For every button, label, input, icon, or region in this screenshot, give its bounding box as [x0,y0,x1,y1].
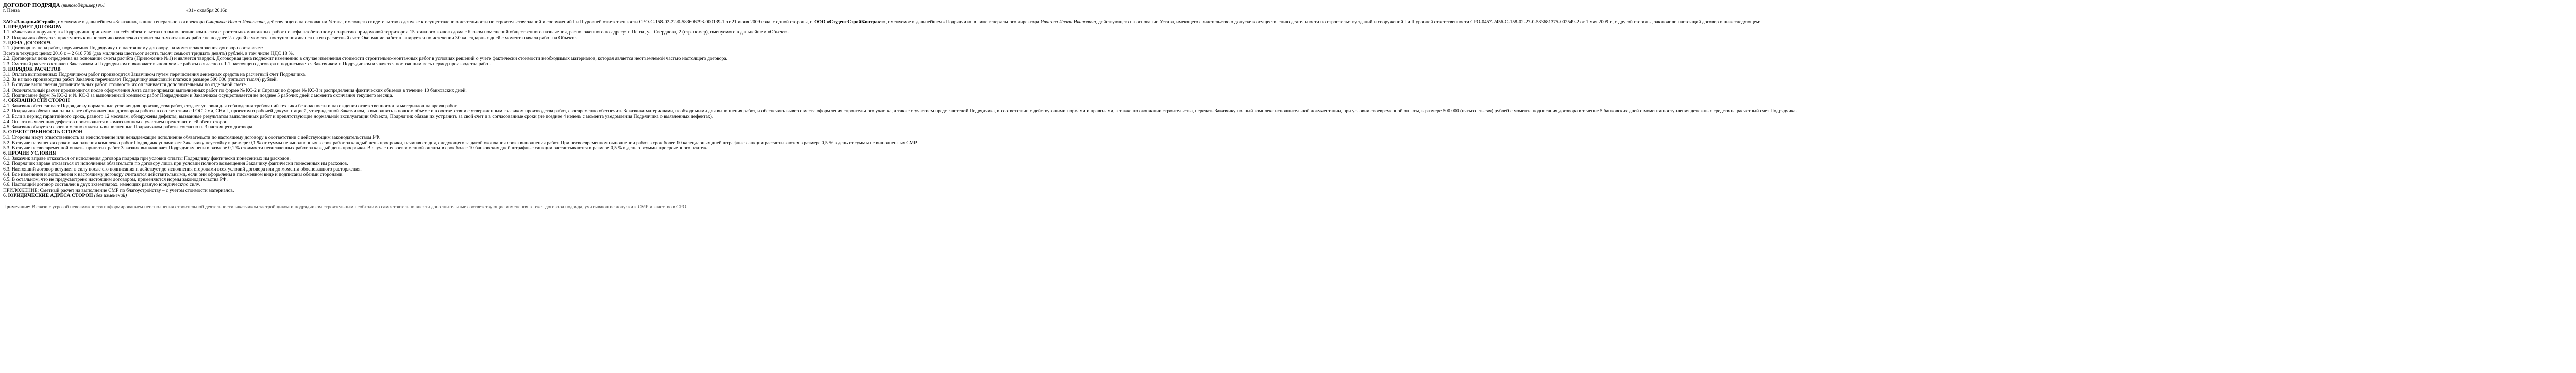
clause: 3.1. Оплата выполненных Подрядчиком работ производится Заказчиком путем перечисления денежных средств на расчетный счет Подрядчика. [3,72,307,78]
heading-suffix: (без изменений) [94,192,127,198]
place-date-row [3,8,2576,14]
clause: 3.3. В случае выполнения дополнительных работ, стоимость их оплачивается дополнительным по отдельной смете. [3,82,247,88]
document-title [3,2,2576,8]
clause: 5.2. В случае нарушения сроков выполнения комплекса работ Подрядчик уплачивает Заказчику неустойку в размере 0,1 % от суммы невыполненных в срок работ за каждый день просрочки, начиная со дня, следующего за датой окончания срока выполнения работ. При несвоевременном выполнении работ в срок более 10 календарных дней штрафные санкции рассчитываются в размере 0,5 % в день от суммы не выполненных СМР. [3,140,918,146]
section-heading: 6. ПРОЧИЕ УСЛОВИЯ [3,150,56,157]
appendix-line: ПРИЛОЖЕНИЕ: Сметный расчет на выполнение СМР по благоустройству – с учетом стоимости материалов. [3,187,234,193]
title-suffix: (типовой/пример) №1 [61,3,105,8]
customer-director: Смирнова Ивана Ивановича [206,19,265,25]
preamble-paragraph [3,20,2576,25]
section-heading: 6. ЮРИДИЧЕСКИЕ АДРЕСА СТОРОН [3,192,93,198]
clause: 4.1. Заказчик обеспечивает Подрядчику нормальные условия для производства работ, создает условия для соблюдения требований техники безопасности и нахождения ответственного для материалов на время работ. [3,103,458,109]
section-4 [3,98,2576,130]
preamble-text-2: , действующего на основании Устава, имеющего свидетельство о допуске к осуществлению деятельности по строительству зданий и сооружений I и II уровней ответственности СРО-С-158-02-22-0-583606793-000139-1 от 21 июня 2009 года, с одной стороны, и [264,19,815,25]
clause: 6.5. В остальном, что не предусмотрено настоящим договором, применяются нормы законодательства РФ. [3,177,228,183]
clause: 1.1. «Заказчик» поручает, а «Подрядчик» принимает на себя обязательства по выполнению комплекса строительно-монтажных работ по асфальтобетонному покрытию придомовой территории 15 этажного жилого дома с блоком помещений общественного назначения, расположенного по адресу: г. Пенза, ул. Свердлова, 2 (стр. номер), именуемого в дальнейшем «Объект». [3,29,789,36]
clause: 6.2. Подрядчик вправе отказаться от исполнения обязательств по договору лишь при условии полного возмещения Заказчику фактически понесенных им расходов. [3,161,348,167]
preamble-text-4: , действующего на основании Устава, имеющего свидетельство о допуске к осуществлению деятельности по строительству зданий и сооружений I и II уровней ответственности СРО-0457-2456-С-158-02-27-0-583681375-002549-2 от 1 мая 2009 г., с другой стороны, заключили настоящий договор о нижеследующем: [1096,19,1761,25]
preamble-text-3: , именуемое в дальнейшем «Подрядчик», в лице генерального директора [885,19,1041,25]
clause: 3.2. За начало производства работ Заказчик перечисляет Подрядчику авансовый платеж в размере 500 000 (пятьсот тысяч) рублей. [3,77,278,83]
section-heading: 3. ПОРЯДОК РАСЧЕТОВ [3,66,61,72]
clause: 5.3. В случае несвоевременной оплаты принятых работ Заказчик выплачивает Подрядчику пени в размере 0,1 % стоимости неоплаченных работ за каждый день просрочки. В случае несвоевременной оплаты в срок более 10 банковских дней штрафные санкции рассчитываются в размере 0,5 % в день от суммы просроченного платежа. [3,145,710,151]
customer-company: ЗАО «ЗападныйСтрой» [3,19,56,25]
section-6 [3,151,2576,193]
legal-addresses-heading [3,193,2576,198]
section-heading: 2. ЦЕНА ДОГОВОРА [3,40,52,46]
clause: 1.2. Подрядчик обязуется приступить к выполнению комплекса строительно-монтажных работ не позднее 2-х дней с момента поступления аванса на его расчетный счет. Окончание работ планируется по истечении 30 календарных дней с момента начала работ на Объекте. [3,35,578,41]
clause: 6.6. Настоящий договор составлен в двух экземплярах, имеющих равную юридическую силу. [3,182,200,188]
contract-date: «01» октября 2016г. [186,8,228,13]
section-heading: 5. ОТВЕТСТВЕННОСТЬ СТОРОН [3,129,83,135]
clause: 6.4. Все изменения и дополнения к настоящему договору считаются действительными, если они оформлены в письменном виде и подписаны обеими сторонами. [3,171,344,177]
clause: 4.3. Если в период гарантийного срока, равного 12 месяцам, обнаружены дефекты, вызванные результатом выполненных работ и препятствующие нормальной эксплуатации Объекта, Подрядчик обязан их устранить за свой счет и в согласованные сроки (не позднее 4 недель с момента уведомления Подрядчика о выявленных дефектах). [3,113,714,120]
section-2 [3,41,2576,67]
clause: 4.2. Подрядчик обязан выполнить все обусловленные договором работы в соответствии с ГОСТами, СНиП, проектом и рабочей документацией, утвержденной Заказчиком, в выполнить в полном объеме и в соответствии с утвержденным графиком производства работ, своевременно обеспечить Заказчика материалами, необходимыми для выполнения работ, и обеспечить вывоз с места оформления строительного участка, а также с участием представителей Подрядчика, в соответствии с действующими нормами и правилами, а также по окончании строительства, передать Заказчику полный комплект исполнительной документации, при условии своевременной оплаты, в размере 500 000 (пятьсот тысяч) рублей с момента подписания договора в течение 5 банковских дней с момента поступления денежных средств на расчетный счет Подрядчика. [3,108,1797,114]
section-1 [3,25,2576,41]
title-text: ДОГОВОР ПОДРЯДА [3,2,60,8]
clause: 6.3. Настоящий договор вступает в силу после его подписания и действует до исполнения сторонами всех условий договора или до момента обоснованного расторжения. [3,166,362,172]
clause: 2.1. Договорная цена работ, поручаемых Подрядчику по настоящему договору, на момент заключения договора составляет: [3,45,263,52]
clause: 3.5. Подписание форм № КС-2 и № КС-3 за выполненный комплекс работ Подрядчиком и Заказчиком осуществляется не позднее 5 рабочих дней с момента окончания текущего месяца. [3,92,394,98]
section-3 [3,67,2576,98]
clause: 3.4. Окончательный расчет производится после оформления Акта сдачи-приемки выполненных работ по форме № КС-2 и Справки по форме № КС-3 и распределения фактических объемов в течение 10 банковских дней. [3,87,467,93]
footnote [3,205,2576,210]
note-label: Примечание: [3,204,31,210]
contract-document [3,2,2576,210]
contractor-director: Иванова Ивана Ивановича [1040,19,1096,25]
clause: 2.2. Договорная цена определена на основании сметы расчёта (Приложение №1) и является твердой. Договорная цена подлежит изменению в случае изменения стоимости строительно-монтажных работ в условиях решений о учете фактически стоимости необходимых материалов, которая является неотъемлемой частью настоящего договора. [3,56,728,62]
clause: 4.5. Заказчик обязуется своевременно оплатить выполненные Подрядчиком работы согласно п. 3 настоящего договора. [3,124,254,130]
section-heading: 4. ОБЯЗАННОСТИ СТОРОН [3,98,70,104]
contractor-company: ООО «СтудентСтройКонтракт» [814,19,886,25]
section-5 [3,130,2576,151]
contract-place: г. Пенза [3,8,20,13]
section-heading: 1. ПРЕДМЕТ ДОГОВОРА [3,24,61,30]
clause: Всего в текущих ценах 2016 г. – 2 610 739 (два миллиона шестьсот десять тысяч семьсот тридцать девять) рублей, в том числе НДС 18 %. [3,50,294,57]
clause: 4.4. Оплата выявленных дефектов производится в комиссионном с участием представителей обеих сторон. [3,118,229,125]
clause: 5.1. Стороны несут ответственность за неисполнение или ненадлежащее исполнение обязательств по настоящему договору в соответствии с действующим законодательством РФ. [3,134,381,141]
clause: 2.3. Сметный расчет составлен Заказчиком и Подрядчиком и включает выполняемые работы согласно п. 1.1 настоящего договора и подписывается Заказчиком и Подрядчиком и является постоянным весь период производства работ. [3,61,492,67]
clause: 6.1. Заказчик вправе отказаться от исполнения договора подряда при условии оплаты Подрядчику фактически понесенных им расходов. [3,156,291,162]
note-text: В связи с угрозой невозможности информированием неисполнения строительной деятельности заказчиком застройщиком и подрядчиком строительным необходимо самостоятельно внести дополнительные соответствующие изменения в текст договора подряда, учитывающие допуски к СМР и качество в СРО. [30,204,688,210]
preamble-text-1: , именуемое в дальнейшем «Заказчик», в лице генерального директора [55,19,206,25]
